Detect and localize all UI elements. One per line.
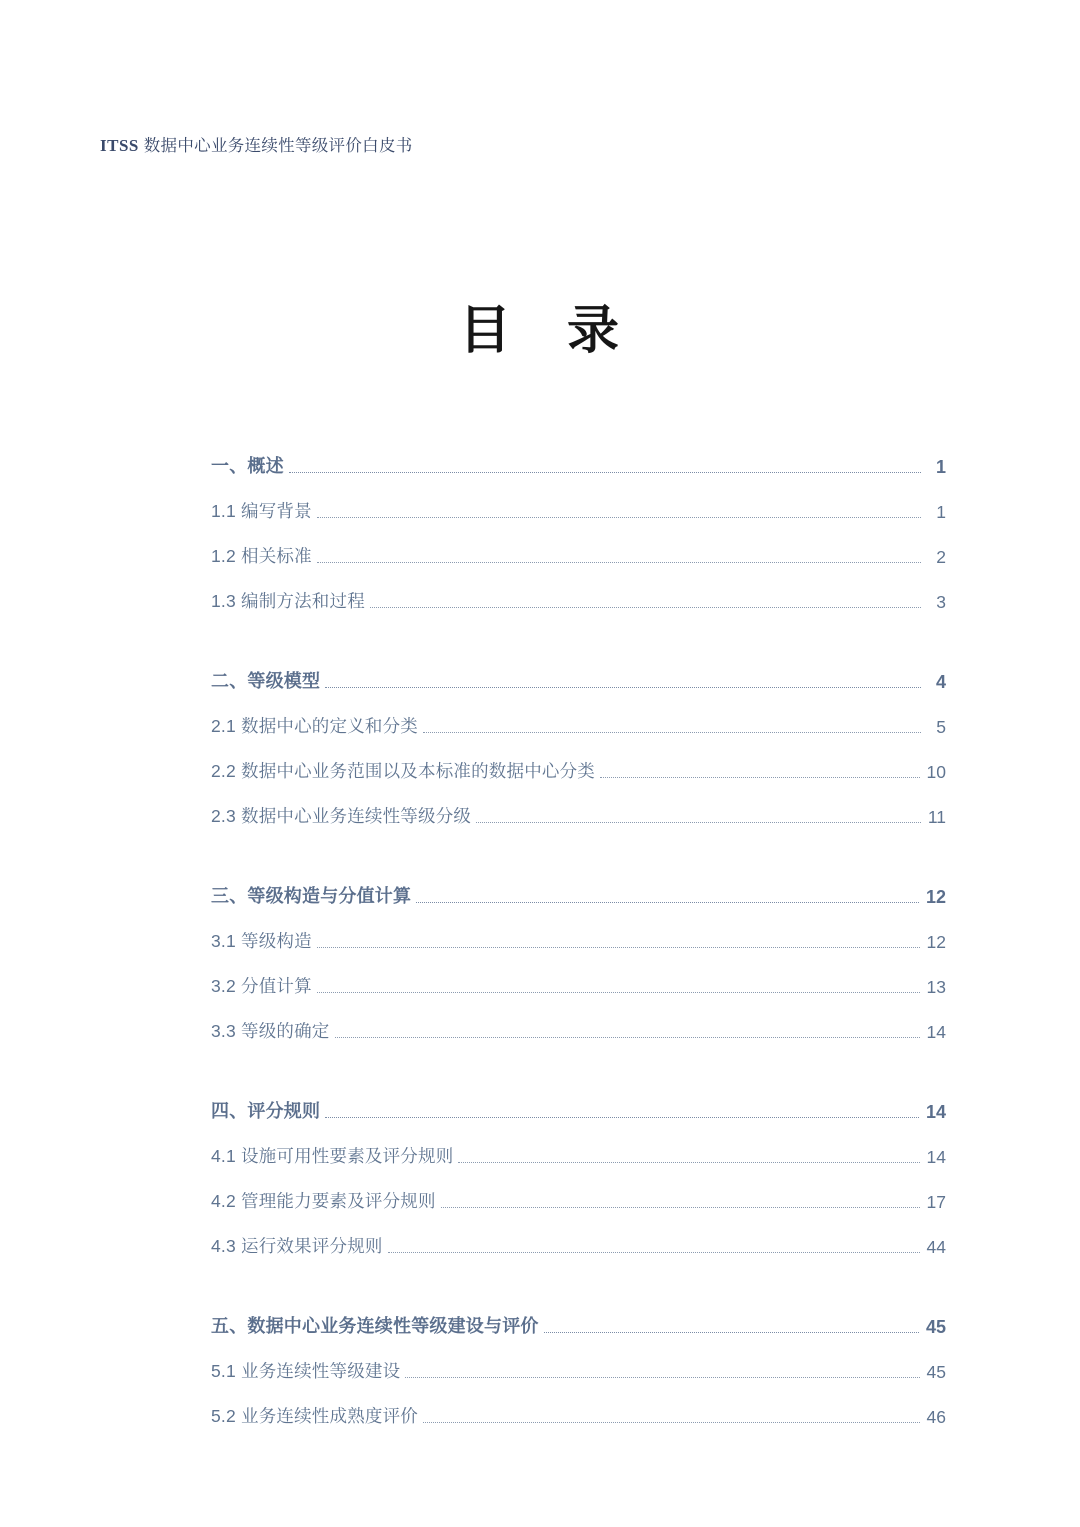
toc-group (211, 647, 946, 828)
running-header-title: 数据中心业务连续性等级评价白皮书 (138, 137, 413, 155)
toc-leader-dots (600, 776, 920, 778)
toc-entry-page-number: 10 (926, 762, 946, 782)
toc-leader-dots (289, 471, 921, 473)
page-title-char-2: 录 (567, 303, 622, 360)
toc-entry-label: 4.2 管理能力要素及评分规则 (211, 1191, 436, 1211)
toc-entry-label: 四、评分规则 (211, 1101, 321, 1121)
table-of-contents (211, 432, 946, 1428)
toc-entry-label: 三、等级构造与分值计算 (211, 886, 412, 906)
toc-sub-entry[interactable] (211, 1168, 946, 1213)
toc-entry-page-number: 46 (926, 1407, 946, 1427)
toc-entry-page-number: 1 (936, 502, 946, 522)
toc-leader-dots (441, 1206, 920, 1208)
toc-entry-page-number: 17 (926, 1192, 946, 1212)
toc-leader-dots (423, 1421, 920, 1423)
toc-heading-entry[interactable] (211, 432, 946, 478)
toc-leader-dots (476, 821, 921, 823)
toc-entry-page-number: 5 (936, 717, 946, 737)
toc-entry-page-number: 2 (936, 547, 946, 567)
toc-entry-label: 3.3 等级的确定 (211, 1021, 330, 1041)
toc-leader-dots (325, 1116, 919, 1118)
toc-entry-label: 1.2 相关标准 (211, 546, 312, 566)
toc-entry-label: 5.2 业务连续性成熟度评价 (211, 1406, 418, 1426)
toc-leader-dots (458, 1161, 919, 1163)
toc-heading-entry[interactable] (211, 647, 946, 693)
toc-sub-entry[interactable] (211, 908, 946, 953)
toc-sub-entry[interactable] (211, 953, 946, 998)
toc-entry-label: 3.1 等级构造 (211, 931, 312, 951)
toc-heading-entry[interactable] (211, 862, 946, 908)
toc-sub-entry[interactable] (211, 738, 946, 783)
toc-leader-dots (388, 1251, 920, 1253)
toc-leader-dots (317, 946, 920, 948)
toc-entry-page-number: 1 (935, 457, 946, 477)
toc-entry-label: 5.1 业务连续性等级建设 (211, 1361, 401, 1381)
toc-entry-page-number: 12 (926, 932, 946, 952)
toc-entry-page-number: 3 (936, 592, 946, 612)
toc-sub-entry[interactable] (211, 998, 946, 1043)
toc-group (211, 862, 946, 1043)
toc-leader-dots (335, 1036, 920, 1038)
toc-entry-label: 2.1 数据中心的定义和分类 (211, 716, 418, 736)
toc-entry-label: 1.3 编制方法和过程 (211, 591, 365, 611)
toc-entry-label: 4.1 设施可用性要素及评分规则 (211, 1146, 454, 1166)
toc-entry-page-number: 4 (935, 672, 946, 692)
toc-leader-dots (317, 516, 921, 518)
toc-heading-entry[interactable] (211, 1292, 946, 1338)
toc-entry-page-number: 45 (925, 1317, 946, 1337)
toc-sub-entry[interactable] (211, 1213, 946, 1258)
running-header (100, 132, 413, 156)
toc-entry-label: 1.1 编写背景 (211, 501, 312, 521)
toc-entry-label: 2.3 数据中心业务连续性等级分级 (211, 806, 472, 826)
toc-group (211, 1077, 946, 1258)
toc-leader-dots (405, 1376, 919, 1378)
toc-entry-page-number: 12 (925, 887, 946, 907)
toc-leader-dots (317, 991, 920, 993)
toc-entry-label: 3.2 分值计算 (211, 976, 312, 996)
toc-leader-dots (370, 606, 921, 608)
toc-sub-entry[interactable] (211, 523, 946, 568)
toc-leader-dots (416, 901, 919, 903)
toc-leader-dots (423, 731, 921, 733)
toc-entry-label: 4.3 运行效果评分规则 (211, 1236, 383, 1256)
toc-entry-page-number: 14 (926, 1147, 946, 1167)
toc-sub-entry[interactable] (211, 1338, 946, 1383)
toc-sub-entry[interactable] (211, 783, 946, 828)
toc-entry-page-number: 44 (926, 1237, 946, 1257)
toc-leader-dots (325, 686, 921, 688)
toc-sub-entry[interactable] (211, 478, 946, 523)
toc-leader-dots (544, 1331, 919, 1333)
toc-sub-entry[interactable] (211, 1383, 946, 1428)
toc-entry-label: 五、数据中心业务连续性等级建设与评价 (211, 1316, 539, 1336)
toc-entry-page-number: 14 (925, 1102, 946, 1122)
toc-group (211, 432, 946, 613)
toc-sub-entry[interactable] (211, 568, 946, 613)
toc-entry-page-number: 13 (926, 977, 946, 997)
toc-entry-page-number: 11 (927, 807, 946, 827)
toc-group (211, 1292, 946, 1428)
toc-leader-dots (317, 561, 921, 563)
toc-entry-label: 一、概述 (211, 456, 284, 476)
toc-entry-page-number: 14 (926, 1022, 946, 1042)
running-header-brand: ITSS (100, 136, 139, 155)
page-title (0, 288, 1080, 363)
toc-sub-entry[interactable] (211, 693, 946, 738)
toc-entry-page-number: 45 (926, 1362, 946, 1382)
page-title-char-1: 目 (458, 303, 513, 360)
toc-sub-entry[interactable] (211, 1123, 946, 1168)
toc-entry-label: 二、等级模型 (211, 671, 321, 691)
toc-entry-label: 2.2 数据中心业务范围以及本标准的数据中心分类 (211, 761, 595, 781)
toc-heading-entry[interactable] (211, 1077, 946, 1123)
